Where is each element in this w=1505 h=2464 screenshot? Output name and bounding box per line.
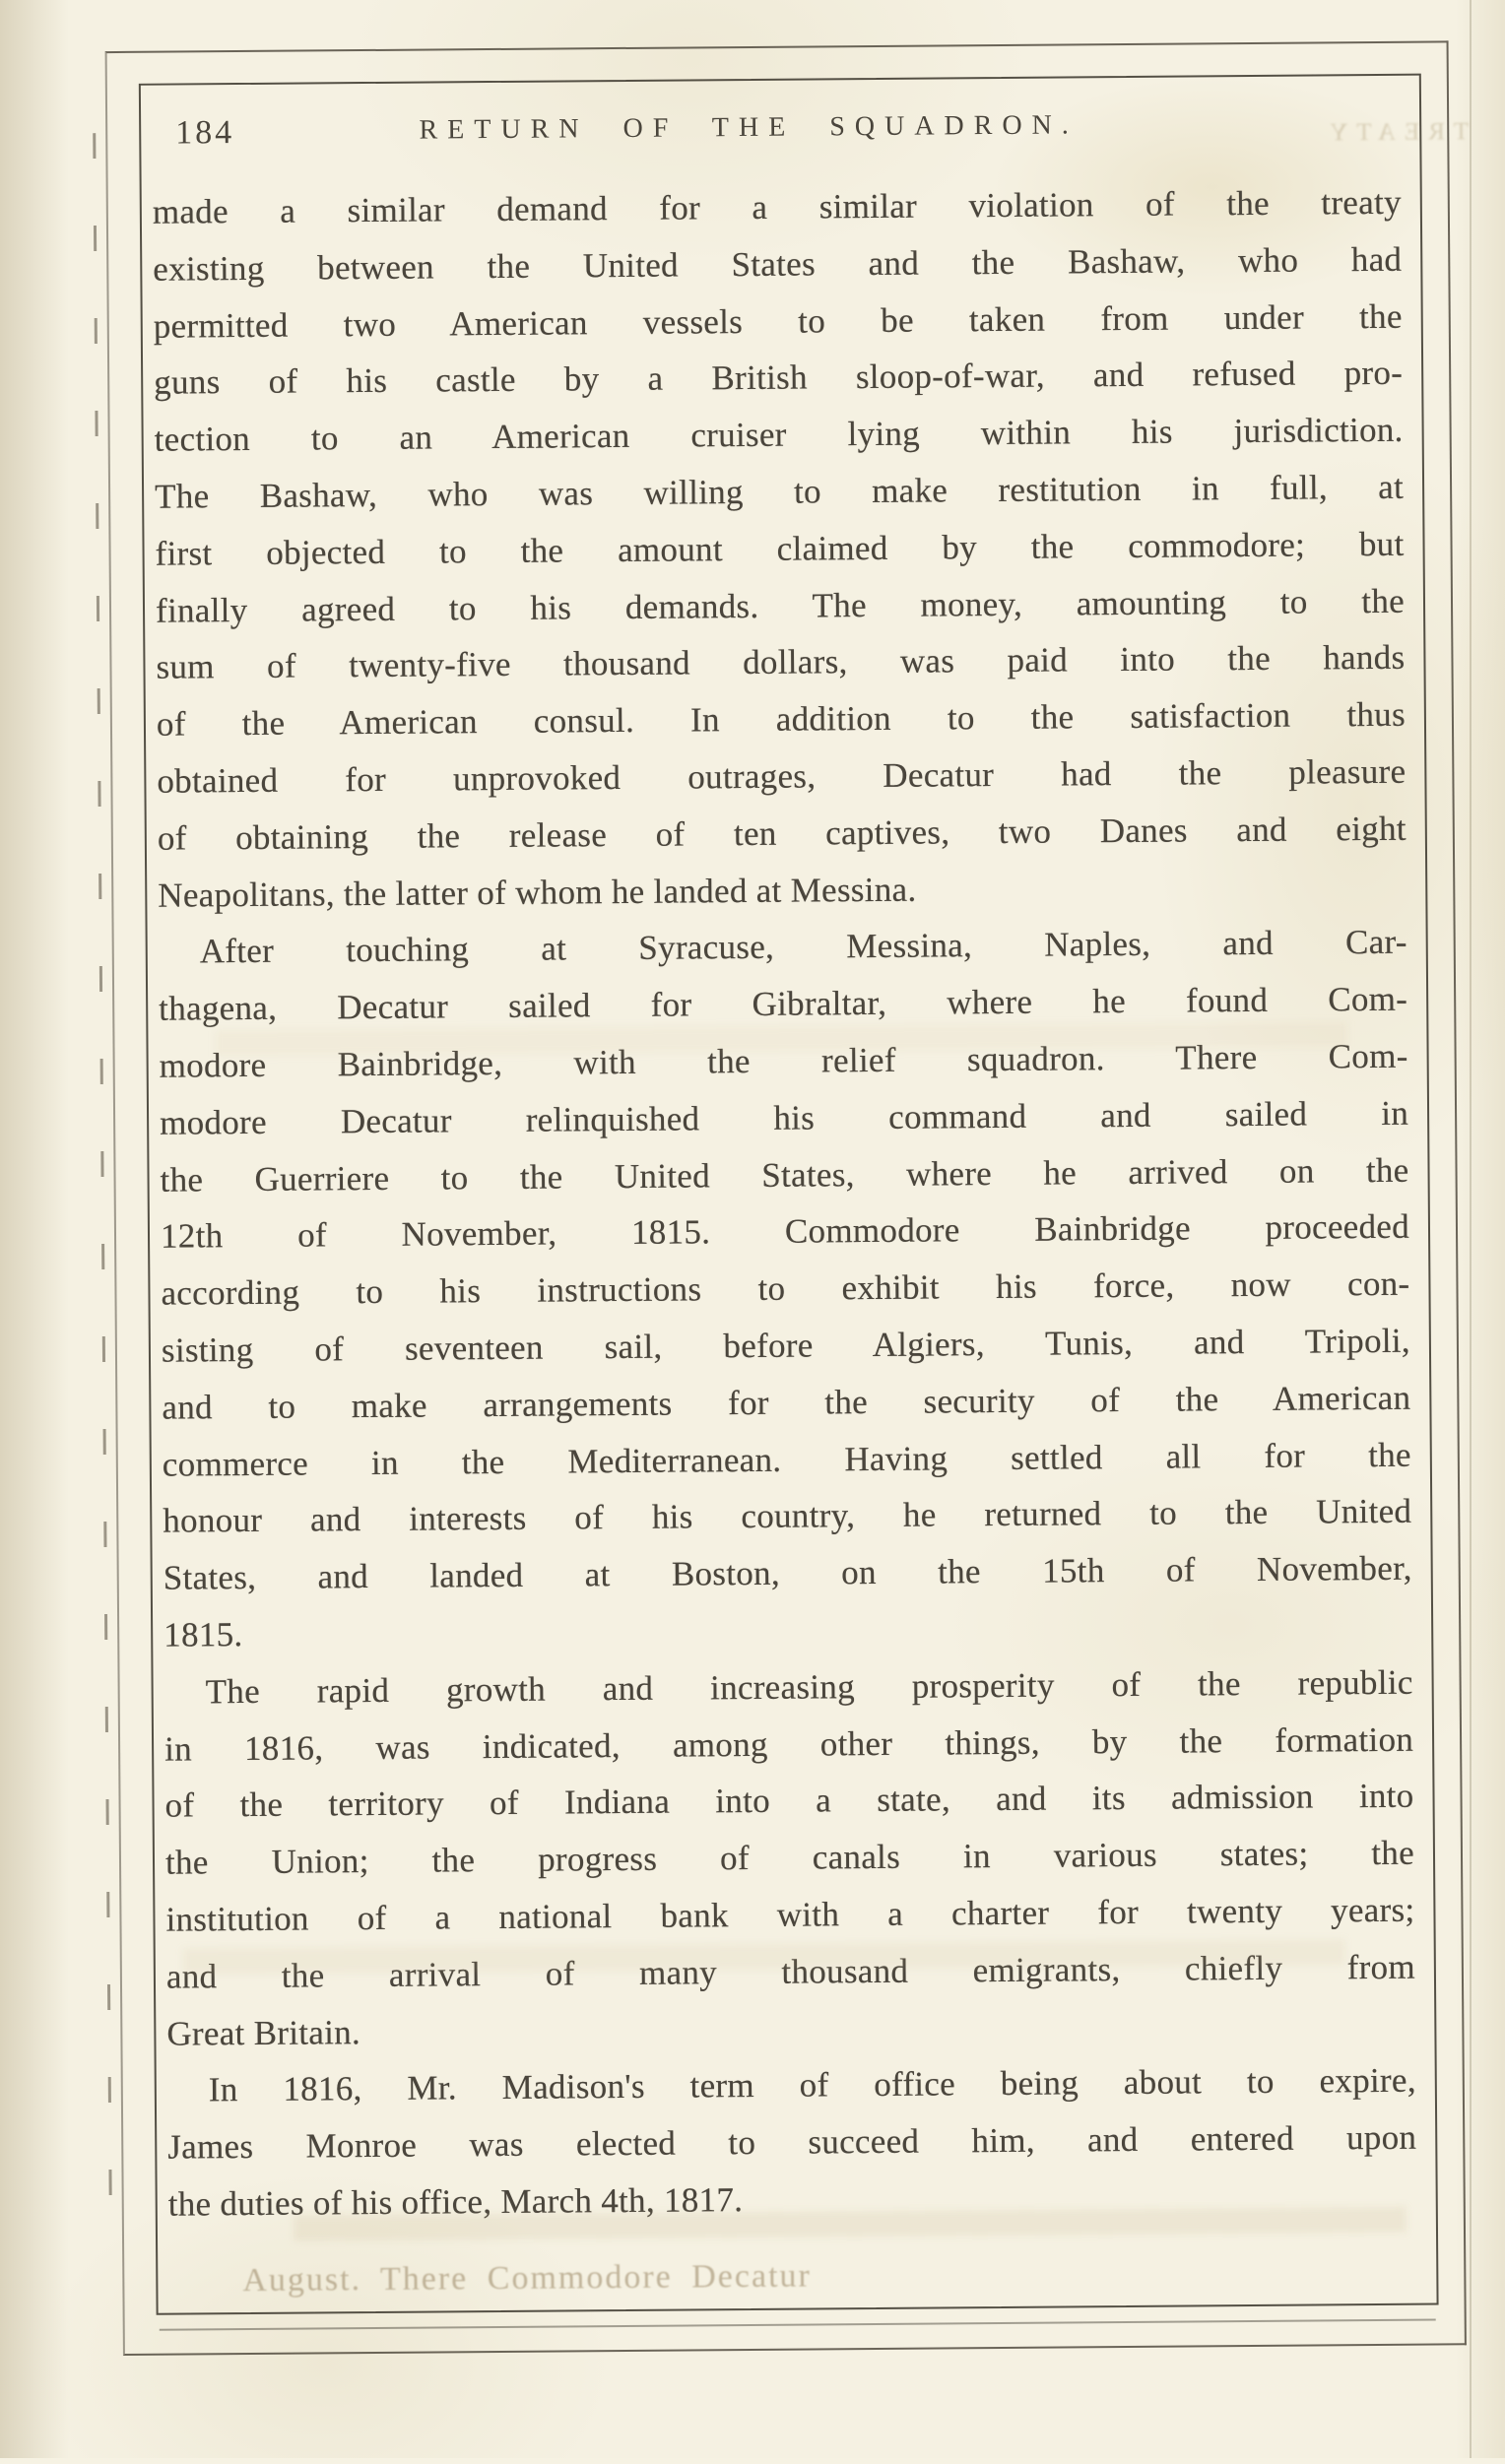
text-line: In 1816, Mr. Madison's term of office being about to expire, (208, 2061, 1416, 2109)
text-line: according to his instructions to exhibit his force, now con- (161, 1264, 1410, 1313)
text-line: of the territory of Indiana into a state, and its admission into (164, 1777, 1414, 1825)
ghost-bleedthrough-text: August. There Commodore Decatur (242, 2257, 812, 2300)
text-line: tection to an American cruiser lying within his jurisdiction. (154, 410, 1404, 459)
text-line: After touching at Syracuse, Messina, Naples, and Car- (199, 923, 1407, 971)
text-line: of obtaining the release of ten captives, two Danes and eight (157, 809, 1407, 858)
text-line: of the American consul. In addition to the satisfaction thus (156, 694, 1407, 744)
text-line: the duties of his office, March 4th, 1817. (167, 2179, 744, 2224)
text-line: made a similar demand for a similar violation of the treaty (152, 182, 1402, 231)
text-line: States, and landed at Boston, on the 15th of November, (163, 1548, 1412, 1597)
text-line: and the arrival of many thousand emigrants, chiefly from (165, 1947, 1416, 1996)
text-line: and to make arrangements for the security of the American (162, 1378, 1411, 1427)
text-line: sisting of seventeen sail, before Algiers, Tunis, and Tripoli, (161, 1321, 1411, 1370)
text-line: James Monroe was elected to succeed him, and entered upon (167, 2117, 1417, 2167)
text-line: honour and interests of his country, he returned to the United (163, 1492, 1412, 1541)
text-line: The rapid growth and increasing prosperity of the republic (205, 1662, 1413, 1712)
text-line: institution of a national bank with a charter for twenty years; (165, 1890, 1415, 1939)
text-line: the Union; the progress of canals in various states; the (164, 1833, 1415, 1882)
text-line: modore Decatur relinquished his command and sailed in (159, 1093, 1409, 1142)
text-line: sum of twenty-five thousand dollars, was paid into the hands (156, 638, 1406, 687)
text-line: modore Bainbridge, with the relief squadron. There Com- (159, 1036, 1408, 1085)
text-line: the Guerriere to the United States, where he arrived on the (160, 1150, 1409, 1200)
running-head: RETURN OF THE SQUADRON. (419, 109, 1079, 146)
text-line: first objected to the amount claimed by the commodore; but (155, 524, 1405, 573)
text-line: guns of his castle by a British sloop-of-war, and refused pro- (154, 354, 1404, 403)
paragraph-1 (153, 174, 1407, 924)
text-line: finally agreed to his demands. The money, amounting to the (155, 581, 1406, 630)
page-number: 184 (175, 114, 235, 152)
text-line: The Bashaw, who was willing to make restitution in full, at (154, 467, 1405, 516)
paragraph-4 (167, 2052, 1417, 2233)
text-line: thagena, Decatur sailed for Gibraltar, where he found Com- (159, 979, 1408, 1028)
text-line: commerce in the Mediterranean. Having settled all for the (162, 1435, 1411, 1484)
text-line: Neapolitans, the latter of whom he landed at Messina. (158, 870, 917, 915)
text-line: in 1816, was indicated, among other things, by the formation (164, 1719, 1414, 1769)
text-line: obtained for unprovoked outrages, Decatur had the pleasure (157, 751, 1407, 801)
ghost-bleedthrough-header: TREATY (1321, 118, 1470, 147)
text-line: Great Britain. (166, 2012, 361, 2053)
text-line: 12th of November, 1815. Commodore Bainbridge proceeded (160, 1207, 1410, 1257)
text-line: permitted two American vessels to be taken from under the (153, 296, 1403, 346)
text-line: 1815. (164, 1614, 243, 1654)
paragraph-3 (164, 1653, 1415, 2062)
body-text (153, 174, 1417, 2234)
page-header (152, 99, 1401, 159)
text-line: existing between the United States and the Bashaw, who had (153, 239, 1403, 289)
